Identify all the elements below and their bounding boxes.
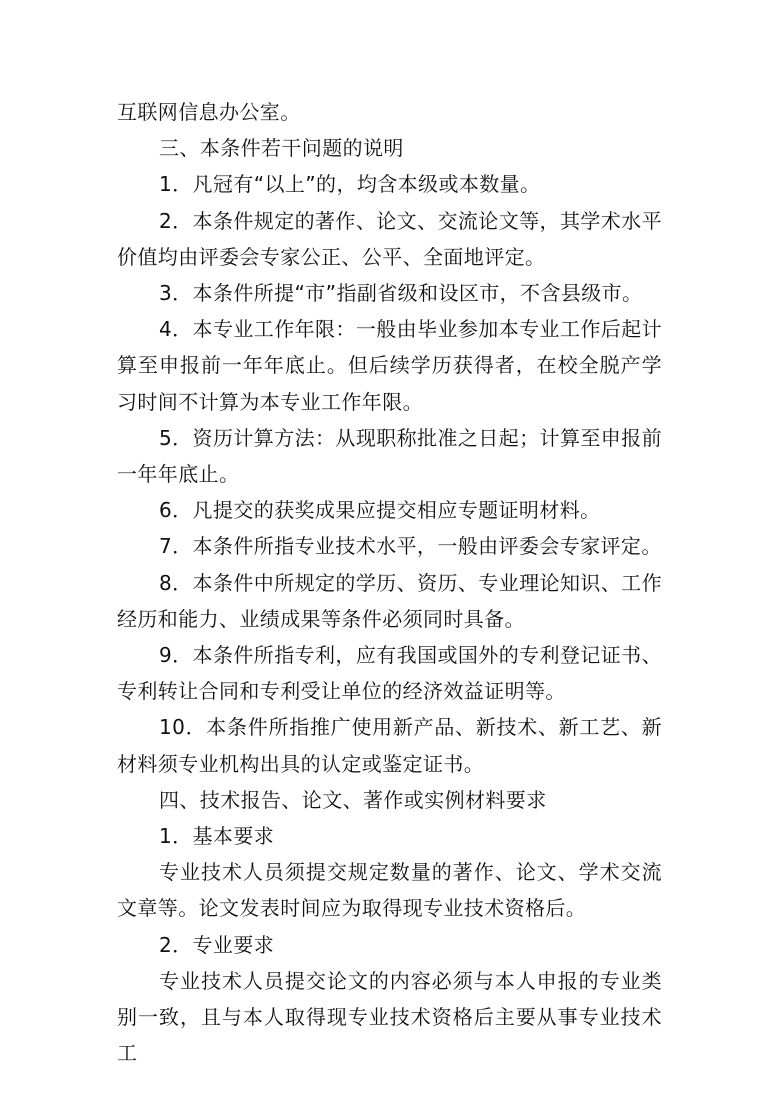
section-heading-3: 三、本条件若干问题的说明 — [159, 136, 404, 161]
paragraph-professional-requirements: 专业技术人员提交论文的内容必须与本人申报的专业类别一致，且与本人取得现专业技术资格后主要从事专业技术工 — [117, 968, 662, 1066]
clause-3: 3．本条件所提“市”指副省级和设区市，不含县级市。 — [159, 281, 643, 306]
clause-4: 4．本专业工作年限：一般由毕业参加本专业工作后起计算至申报前一年年底止。但后续学历获得者，在校全脱产学习时间不计算为本专业工作年限。 — [117, 317, 662, 414]
subheading-basic-requirements: 1．基本要求 — [159, 824, 275, 849]
clause-8: 8．本条件中所规定的学历、资历、专业理论知识、工作经历和能力、业绩成果等条件必须同时具备。 — [117, 570, 662, 631]
paragraph-office-line: 互联网信息办公室。 — [117, 100, 301, 124]
clause-10: 10．本条件所指推广使用新产品、新技术、新工艺、新材料须专业机构出具的认定或鉴定证书。 — [117, 715, 662, 776]
clause-5: 5．资历计算方法：从现职称批准之日起；计算至申报前一年年底止。 — [117, 425, 662, 487]
clause-6: 6．凡提交的获奖成果应提交相应专题证明材料。 — [159, 498, 601, 523]
clause-1: 1．凡冠有“以上”的，均含本级或本数量。 — [159, 172, 541, 197]
clause-7: 7．本条件所指专业技术水平，一般由评委会专家评定。 — [159, 534, 662, 559]
subheading-professional-requirements: 2．专业要求 — [159, 932, 275, 957]
section-heading-4: 四、技术报告、论文、著作或实例材料要求 — [159, 787, 547, 812]
clause-2: 2．本条件规定的著作、论文、交流论文等，其学术水平价值均由评委会专家公正、公平、全面地评定。 — [117, 208, 662, 269]
document-body — [117, 94, 662, 1071]
paragraph-basic-requirements: 专业技术人员须提交规定数量的著作、论文、学术交流文章等。论文发表时间应为取得现专业技术资格后。 — [117, 860, 662, 921]
clause-9: 9．本条件所指专利，应有我国或国外的专利登记证书、专利转让合同和专利受让单位的经济效益证明等。 — [117, 643, 662, 704]
